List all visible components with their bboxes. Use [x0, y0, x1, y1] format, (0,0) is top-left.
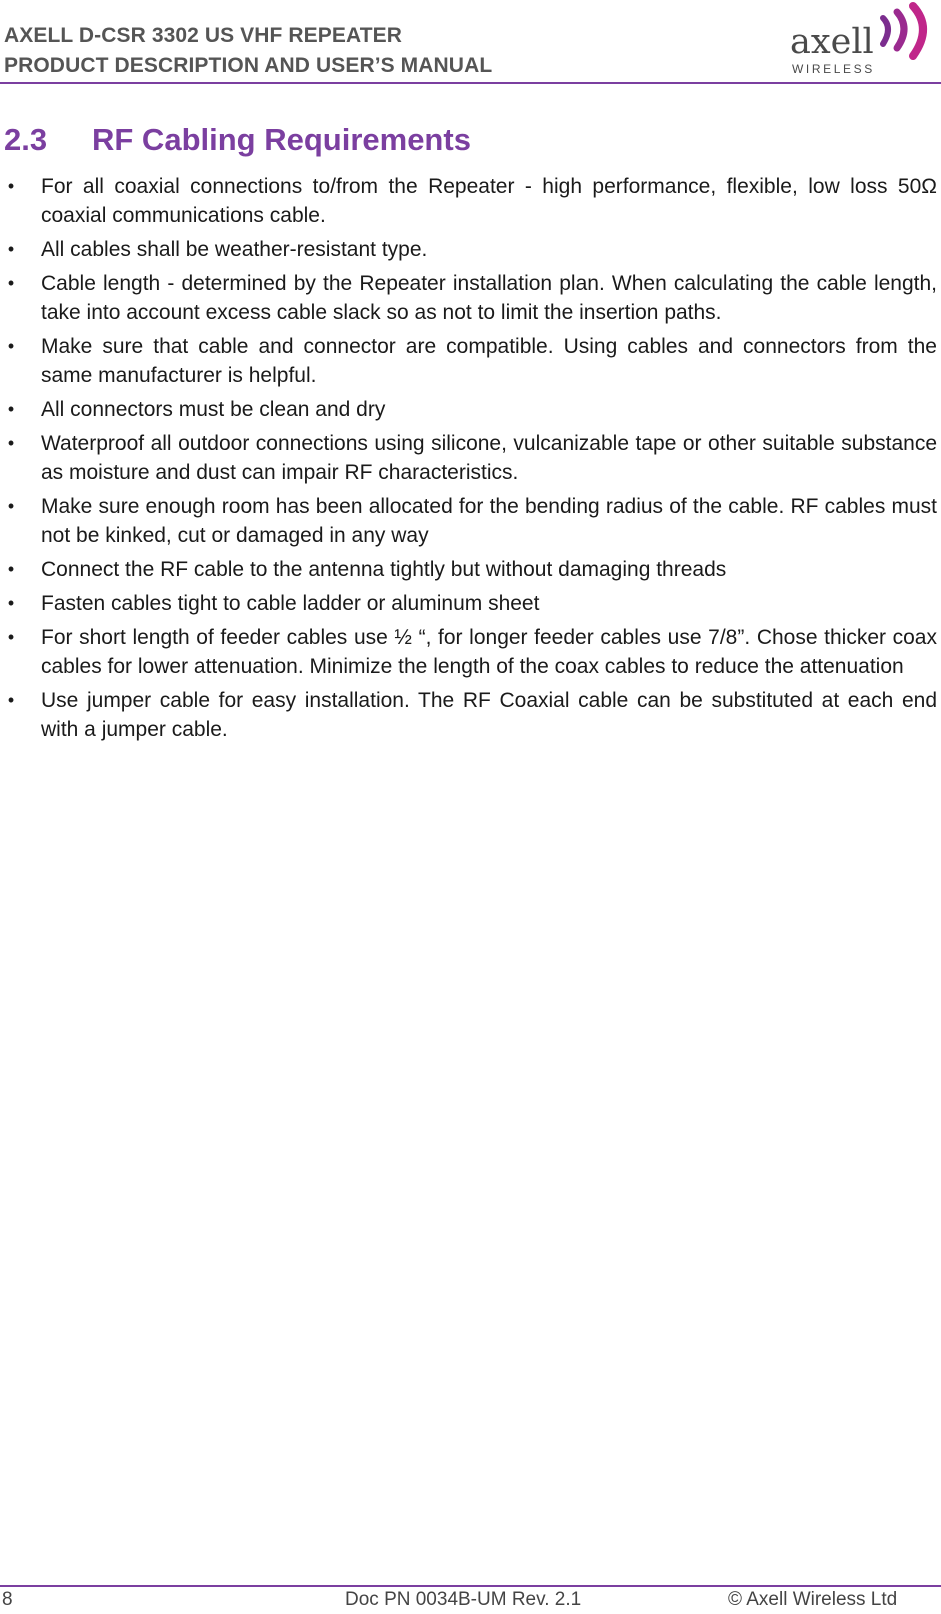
list-item-text: Make sure that cable and connector are compatible. Using cables and connectors from the same manufacturer is helpful.: [41, 335, 937, 387]
bullet-icon: •: [7, 273, 15, 293]
header-title: AXELL D-CSR 3302 US VHF REPEATER: [4, 24, 403, 47]
list-item: [0, 555, 941, 584]
bullet-icon: •: [7, 433, 15, 453]
list-item-text: Connect the RF cable to the antenna tightly but without damaging threads: [41, 558, 727, 581]
section-title-text: RF Cabling Requirements: [92, 122, 471, 157]
list-item: [0, 172, 941, 230]
list-item-text: Fasten cables tight to cable ladder or aluminum sheet: [41, 592, 540, 615]
list-item: [0, 589, 941, 618]
list-item: [0, 235, 941, 264]
list-item: [0, 429, 941, 487]
list-item-text: For short length of feeder cables use ½ “, for longer feeder cables use 7/8”. Chose thicker coax cables for lower attenuation. Minimize the length of the coax cables to reduce the attenuation: [41, 626, 937, 678]
list-item: [0, 269, 941, 327]
bullet-icon: •: [7, 627, 15, 647]
list-item-text: Use jumper cable for easy installation. The RF Coaxial cable can be substituted at each end with a jumper cable.: [41, 689, 937, 741]
bullet-icon: •: [7, 559, 15, 579]
list-item-text: Make sure enough room has been allocated for the bending radius of the cable. RF cables must not be kinked, cut or damaged in any way: [41, 495, 937, 547]
list-item: [0, 332, 941, 390]
bullet-icon: •: [7, 690, 15, 710]
list-item-text: All cables shall be weather-resistant type.: [41, 238, 428, 261]
bullet-icon: •: [7, 496, 15, 516]
page-header: [0, 0, 941, 84]
list-item: [0, 395, 941, 424]
bullet-icon: •: [7, 239, 15, 259]
section-heading: [4, 122, 471, 158]
bullet-icon: •: [7, 176, 15, 196]
footer-divider: [0, 1585, 941, 1587]
list-item-text: Cable length - determined by the Repeater installation plan. When calculating the cable length, take into account excess cable slack so as not to limit the insertion paths.: [41, 272, 937, 324]
copyright-notice: © Axell Wireless Ltd: [728, 1589, 898, 1610]
page-footer: [0, 1589, 941, 1614]
list-item: [0, 686, 941, 744]
bullet-icon: •: [7, 399, 15, 419]
list-item-text: All connectors must be clean and dry: [41, 398, 386, 421]
header-divider: [0, 82, 941, 84]
logo-subtext: WIRELESS: [792, 62, 875, 76]
logo-chevron-icon: [879, 0, 939, 62]
axell-wireless-logo: [786, 0, 941, 80]
document-number: Doc PN 0034B-UM Rev. 2.1: [345, 1589, 582, 1610]
bullet-icon: •: [7, 336, 15, 356]
list-item: [0, 623, 941, 681]
list-item-text: Waterproof all outdoor connections using silicone, vulcanizable tape or other suitable substance as moisture and dust can impair RF characteristics.: [41, 432, 937, 484]
requirements-list: [0, 172, 941, 749]
bullet-icon: •: [7, 593, 15, 613]
section-number: 2.3: [4, 122, 48, 157]
list-item-text: For all coaxial connections to/from the Repeater - high performance, flexible, low loss 50Ω coaxial communications cable.: [41, 175, 937, 227]
page-number: 8: [2, 1589, 13, 1610]
logo-wordmark: axell: [790, 22, 874, 62]
header-subtitle: PRODUCT DESCRIPTION AND USER’S MANUAL: [4, 54, 493, 77]
list-item: [0, 492, 941, 550]
